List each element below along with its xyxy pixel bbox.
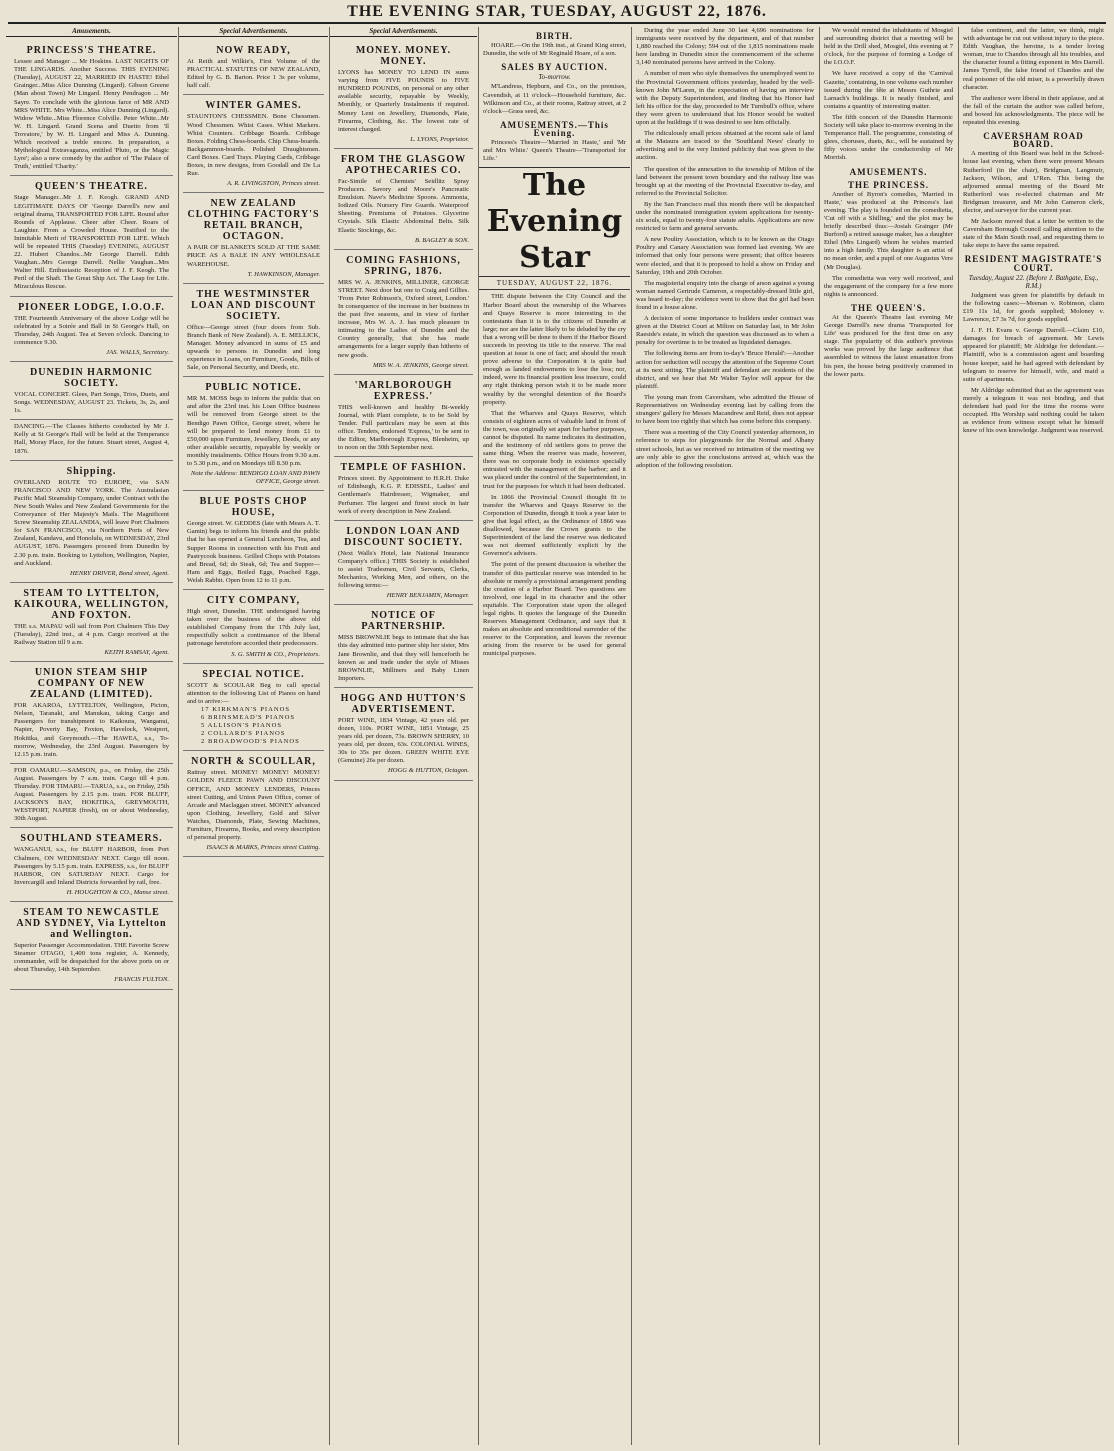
ad-signature: MRS W. A. JENKINS, George street. <box>372 361 469 369</box>
ad-body: MISS BROWNLIE begs to intimate that she has this day admitted into partner ship her sister, Mrs Jane Brownlie, and that they will henceforth be known as and trade under the style of Misses BROWNLIE, Milliners and Baby Linen Importers. <box>338 634 469 682</box>
ad-body: THIS well-known and healthy Bi-weekly Journal, with Plant complete, is to be Sold by Tender. Full particulars may be seen at this office. Tenders, endorsed 'Express,' to be sent to the Editor, Marlborough Express, Blenheim, up to noon on the 30th September next. <box>338 403 469 452</box>
column-heading: Amusements. <box>6 27 177 37</box>
ad-body: (Next Walls's Hotel, late National Insurance Company's office.) THIS Society is established to assist Tradesmen, Civil Servants, Clerks, Mechanics, Working Men, and others, on the following terms:— <box>338 549 469 590</box>
review-paragraph: At the Queen's Theatre last evening Mr George Darrell's new drama 'Transported for Life' was produced for the first time on any stage. The popularity of this author's previous works was proved by the large audience that assembled to witness the latest emanation from his pen, the house being positively crammed in the lower parts. <box>824 314 953 378</box>
amusements-title: AMUSEMENTS.—This Evening. <box>500 119 609 138</box>
ad-signature: L. LYONS, Proprietor. <box>410 135 469 143</box>
advertisement <box>10 764 173 829</box>
ad-body: FOR AKAROA, LYTTELTON, Wellington, Picton, Nelson, Taranaki, and Manukau, taking Cargo and Passengers for transhipment to Kaikoura, Wanganui, Napier, Poverty Bay, Foxton, Havelock, Westport, Hokitika, and Greymouth.—The HAWEA, s.s., To-morrow, Wednesday, the 23rd August. Passengers by 12.15 p.m. train. <box>14 702 169 758</box>
news-paragraph: We have received a copy of the 'Carnival Gazette,' containing, in one volume each number issued during the fête at Messrs Guthrie and Larnach's buildings. It is neatly finished, and contains a quantity of interesting matter. <box>824 70 953 110</box>
ad-signature: S. G. SMITH & CO., Proprietors. <box>231 650 320 658</box>
column-special-ads-2 <box>329 27 477 1445</box>
ad-body: Office—George street (four doors from Sub. Branch Bank of New Zealand). A. E. MELLICK, Manager. Money advanced in sums of £5 and upwards to persons in Dunedin and long experience in Loans, on Furniture, Goods, Bills of Sale, on Personal Security, and Deeds, etc. <box>187 323 320 372</box>
auction-sub: To-morrow. <box>538 73 571 82</box>
ad-title: SOUTHLAND STEAMERS. <box>20 833 163 845</box>
column-heading: Special Advertisements. <box>330 27 477 37</box>
review-paragraph: The comedietta was very well received, and the engagement of the company for a few more nights is announced. <box>824 274 953 298</box>
ad-body: LYONS has MONEY TO LEND IN sums varying from FIVE POUNDS to FIVE HUNDRED POUNDS, on personal or any other available security, repayable by Weekly, Monthly, or Quarterly Instalments if required. Money Lent on Jewellery, Diamonds, Plate, Firearms, Clothing, &c. The lowest rate of interest charged. <box>338 69 469 133</box>
ad-title: BLUE POSTS CHOP HOUSE, <box>199 496 308 519</box>
column-local-news <box>631 27 818 1445</box>
ad-body: Princes street. By Appointment to H.R.H. Duke of Edinburgh, K.G. P. EDISSEL, Ladies' and Gentleman's Hairdresser, Wigmaker, and Perfumer. The largest and finest stock in hair work of every description in New Zealand. <box>338 475 469 515</box>
news-paragraph: There was a meeting of the City Council yesterday afternoon, in reference to steps for playgrounds for the Normal and Albany street schools, but as we received no intimation of the meeting we are only able to give the conclusions arrived at, which was the adoption of the following resolution. <box>636 429 814 469</box>
ad-signature: B. BAGLEY & SON. <box>414 236 469 244</box>
ad-title: STEAM TO LYTTELTON, KAIKOURA, WELLINGTON, AND FOXTON. <box>14 587 169 621</box>
ad-title: NOTICE OF PARTNERSHIP. <box>361 610 446 633</box>
court-paragraph: Mr Aldridge submitted that as the agreement was merely a telegram it was not binding, and that defendant had paid for the time the rooms were occupied. His Worship said nothing could be taken as evidence from witness except what he himself knew of his own knowledge. Judgment was reserved. <box>963 386 1104 435</box>
ad-signature: KEITH RAMSAY, Agent. <box>104 649 169 657</box>
ad-title: NOW READY, <box>216 45 291 57</box>
news-paragraph: The fifth concert of the Dunedin Harmonic Society will take place to-morrow evening in the Temperance Hall. The programme, consisting of glees, choruses, duets, &c., will be sustained by fifty voices under the conductorship of Mr Morrish. <box>824 113 953 162</box>
news-paragraph: By the San Francisco mail this month there will be despatched under the nominated immigration system applications for twenty-six souls, equal to twenty-four statute adults. Applications are now restricted to farm and general servants. <box>636 200 814 233</box>
leader-paragraph: THE dispute between the City Council and the Harbor Board about the ownership of the Wharves and Quays Reserve is more interesting to the contestants than it is to the citizens of Dunedin at large; nor are the latter likely to be deluded by the cry that a wrong will be done to them if the Harbor Board succeeds in proving its title to the reserve. The real question at issue is one of fact; and should the result prove adverse to the Corporation it is quite bad enough as landed endowments to lose the loss; nor, indeed, were its financial position less insecure, could any right thinking person wish it to be made more wealthy by the wrongful detention of the Board's property. <box>483 293 626 406</box>
board-paragraph: A meeting of this Board was held in the School-house last evening, when there were present Messrs Rutherford (in the chair), Bridgman, Langmuir, Jackson, Wilson, and U'Ren. This being the adjourned annual meeting of the Board Mr Rutherford was re-elected chairman and Mr Bridgman treasurer, and Mr John Cameron clerk, elector, and surveyor for the current year. <box>963 150 1104 214</box>
piano-item: 2 BROADWOOD'S PIANOS <box>201 738 300 746</box>
ad-title: PUBLIC NOTICE. <box>205 382 302 394</box>
ad-signature: A. R. LIVINGSTON, Princes street. <box>226 180 320 188</box>
ad-signature: Note the Address: BENDIGO LOAN AND PAWN OFFICE, George street. <box>190 470 320 486</box>
amusements-notice: Princess's Theatre—'Married in Haste,' and 'Mr and Mrs White.' Queen's Theatre—'Transported for Life.' <box>483 139 626 163</box>
column-heading: Special Advertisements. <box>179 27 328 37</box>
advertisement <box>183 193 324 283</box>
ad-title: NORTH & SCOULLAR, <box>191 756 316 768</box>
column-editorial <box>478 27 630 1445</box>
piano-item: 5 ALLISON'S PIANOS <box>201 722 283 730</box>
ad-body: THE s.s. MAPAU will sail from Port Chalmers This Day (Tuesday), 22nd inst., at 4 p.m. Cargo received at the Railway Station till 9 a.m. <box>14 622 169 646</box>
birth-notice: HOARE.—On the 19th inst., at Grand King street, Dunedin, the wife of Mr Reginald Hoare, of a son. <box>483 42 626 58</box>
news-paragraph: During the year ended June 30 last 4,696 nominations for immigrants were received by the department, and of that number 1,880 reached the Colony; 594 out of the 1,815 nominations made here landing in Dunedin since the commencement of the scheme 3,140 nominated persons have arrived in the Colony. <box>636 27 814 67</box>
ad-body: FOR OAMARU.—SAMSON, p.s., on Friday, the 25th August. Passengers by 7 a.m. train. Cargo till 4 p.m. Thursday. FOR TIMARU.—TARUA, s.s., on Friday, 25th August. Passengers by 2.15 p.m. train. FOR BLUFF, JACKSON'S BAY, HOKITIKA, GREYMOUTH, WESTPORT, NAPIER (fresh), on or about Wednesday, 30th August. <box>14 766 169 823</box>
ad-body: At Reith and Wilkie's, First Volume of the PRACTICAL STATUTES OF NEW ZEALAND, Edited by G. B. Barton. Price 1 3s per volume, half calf. <box>187 58 320 90</box>
ad-signature: H. HOUGHTON & CO., Manse street. <box>66 888 169 896</box>
ad-title: 'MARLBOROUGH EXPRESS.' <box>354 379 453 402</box>
advertisement <box>10 902 173 989</box>
ad-title: QUEEN'S THEATRE. <box>35 181 148 193</box>
column-court <box>958 27 1108 1445</box>
princess-title: THE PRINCESS. <box>847 179 930 190</box>
ad-signature: HENRY BENJAMIN, Manager. <box>386 592 469 600</box>
court-sub: Tuesday, August 22. (Before J. Bathgate, Esq., R.M.) <box>968 273 1099 290</box>
news-paragraph: A number of men who style themselves the unemployed went to the Provincial Government offices yesterday, headed by the well-known John M'Laren, in the expectation of having an interview with the Deputy Superintendent, and finding that his Honor had left his office for the day, proceeded to Mr Turnbull's office, where they were given to understand that his Honor would be waited upon at the buildings if it was desired to see him officially. <box>636 70 814 127</box>
review-paragraph: Another of Byron's comedies, 'Married in Haste,' was produced at the Princess's last evening. The play is founded on the comedietta, 'Cut off with a Shilling,' and the plot may be briefly described thus:—Josiah Grainger (Mr Burford) a retired sausage maker, has a daughter Ethel (Mrs Lingard) whom he wishes married into a high family. This daughter is an artist of no mean order, and a pupil of one Augustus Vere (Mr Douglas). <box>824 190 953 271</box>
queens-title: THE QUEEN'S. <box>850 302 927 313</box>
advertisement <box>183 377 324 491</box>
advertisement <box>10 420 173 460</box>
news-paragraph: We would remind the inhabitants of Mosgiel and surrounding district that a meeting will be held in the Drill shed, Mosgiel, this evening at 7 o'clock, for the purpose of forming a Lodge of the I.O.O.F. <box>824 27 953 67</box>
ad-body: WANGANUI, s.s., for BLUFF HARBOR, from Port Chalmers, ON WEDNESDAY NEXT. Cargo till noon. Passengers by 5.15 p.m. train. EXPRESS, s.s., for BLUFF HARBOR, ON SATURDAY NEXT. Cargo for Invercargill and Inland Districts forwarded by rail, free. <box>14 846 169 886</box>
advertisement <box>183 491 324 590</box>
court-paragraph: Judgment was given for plaintiffs by default in the following cases:—Meenan v. Robinson, claim £19 11s 1d, for goods supplied; Moloney v. Lawrence, £7 3s 7d, for goods supplied. <box>963 291 1104 324</box>
ad-body: MR M. MOSS begs to inform the public that on and after the 23rd inst. his Loan Office business will be removed from George street to the Bendigo Pawn Office, George street, where he will be prepared to lend money from £1 to £50,000 upon Furniture, Jewellery, Deeds, or any other available security, repayable by weekly or monthly instalments. Office Hours from 9.30 a.m. to 5.30 p.m., and on Mondays till 8.30 p.m. <box>187 395 320 467</box>
advertisement <box>10 40 173 176</box>
ad-body: SCOTT & SCOULAR Beg to call special attention to the following List of Pianos on hand and to arrive:— <box>187 681 320 705</box>
advertisement <box>183 40 324 95</box>
ad-signature: HENRY DRIVER, Bond street, Agent. <box>70 569 169 577</box>
leader-paragraph: That the Wharves and Quays Reserve, which consists of eighteen acres of valuable land in front of the town, was originally set apart for harbor purposes, cannot be disputed. Its name indicates its destination, and the testimony of old settlers goes to prove the same thing. When the reserve was made, however, there was no corporate body in existence specially entrusted with the management of the harbor; and it was placed under the control of the Superintendent, in trust for the purposes for which it had been dedicated. <box>483 409 626 490</box>
advertisement <box>10 828 173 902</box>
news-paragraph: The question of the annexation to the township of Milton of the land between the present town boundary and the railway line was brought up at the meeting of the Provincial Executive to-day, and referred to the Provincial Solicitor. <box>636 165 814 197</box>
news-paragraph: The young man from Caversham, who admitted the House of Representatives on Wednesday evening last by calling from the strangers' gallery for Messrs Macandrew and Reid, does not appear to have been too rightly that which has come before this company. <box>636 393 814 426</box>
review-paragraph: The audience were liberal in their applause, and at the fall of the curtain the author was called before, and bowed his acknowledgments. The piece will be repeated this evening. <box>963 94 1104 127</box>
ad-signature: FRANCIS FULTON. <box>114 976 169 984</box>
ad-title: DUNEDIN HARMONIC SOCIETY. <box>30 367 153 389</box>
advertisement <box>334 149 473 250</box>
news-paragraph: The following items are from to-day's 'Bruce Herald':—Another action for seduction will occupy the attention of the Supreme Court at its next sitting. The plaintiff and defendant are residents of the district, and we hear that Mr Walter Taylor will appear for the plaintiff. <box>636 350 814 390</box>
news-paragraph: A new Poultry Association, which is to be known as the Otago Poultry and Canary Association was formed last evening. We are informed that only four persons were present; that office bearers were elected, and that it is proposed to hold a show on Friday and Saturday, 19th and 20th October. <box>636 236 814 276</box>
ad-body: MRS W. A. JENKINS, MILLINER, GEORGE STREET. Next door but one to Craig and Gillies. 'From Peter Robinson's, Oxford street, London.' In consequence of the increase in her business in the past five seasons, and in view of further increase, Mrs W. A. J. has much pleasure in intimating to the Ladies of Dunedin and the Country generally, that she has made arrangements for a larger supply than hitherto of new goods. <box>338 278 469 359</box>
court-title: RESIDENT MAGISTRATE'S COURT. <box>964 254 1103 273</box>
ad-body: Stage Manager...Mr J. F. Keogh. GRAND AND LEGITIMATE DAYS OF 'George Darrell's new and original drama, TRANSPORTED FOR LIFE. Round after Rounds of Applause. Cheer after Cheer. Roars of Laughter. From a Crowded House. Testified to the Inimitable Merit of TRANSPORTED FOR LIFE. Which will be repeated THIS (Tuesday) EVENING, AUGUST 22. Hubert Chandos...Mr George Darrell. Edith Vaughan...Mrs George Darrell. Nellie Vaughan...Mrs Walter Hill. Enthusiastic Reception of J. F. Keogh. The Peril of the Shaft. The Great Ship Act. The Leap for Life. Miraculous Rescue. <box>14 194 169 291</box>
advertisement <box>10 583 173 662</box>
ad-body: STAUNTON'S CHESSMEN. Bone Chessmen. Wood Chessmen. Whist Cases. Whist Markers. Whist Counters. Cribbage Boards. Cribbage Boxes. Folding Chess-boards. Chip Chess-boards. Backgammon-boards. Polished Draughtsmen. Card Boxes. Card Trays. Playing Cards, Cribbage Boxes, in new designs, from Goodall and De La Rue. <box>187 113 320 178</box>
ad-body: OVERLAND ROUTE TO EUROPE, via SAN FRANCISCO AND NEW YORK. The Australasian Pacific Mail Steamship Company, under Contract with the New South Wales and New Zealand Governments for the Conveyance of Her Majesty's Mails. The Magnificent Screw Steamship ZEALANDIA, will leave Port Chalmers for SAN FRANCISCO, via Northern Ports of New Zealand, Kandavu, and Honolulu, on WEDNESDAY, 23rd AUGUST, 1876. Passengers proceed from Dunedin by 2.30 p.m. train. Booking to Lyttelton, Wellington, Napier, and Auckland. <box>14 478 169 567</box>
advertisement <box>183 664 324 752</box>
auction-notice: M'Landress, Hepburn, and Co., on the premises, Cavendish, at 11 o'clock—Household furniture, &c. Wilkinson and Co., at their rooms, Rattray street, at 2 o'clock—Grass seed, &c. <box>483 83 626 115</box>
leader-paragraph: In 1866 the Provincial Council thought fit to transfer the Wharves and Quays Reserve to the Corporation of Dunedin, though it took a year later to give that legal effect, as the Ordinance of 1866 was disallowed, because the Crown grants to the Superintendent of the land the reserve was dedicated was not deemed sufficiently explicit by the Governor's advisers. <box>483 493 626 558</box>
news-paragraph: A decision of some importance to builders under contract was given at the District Court at Milton on Saturday last, in Mr John Raeside's estate, in which the question was discussed as to when a penalty for overtime is to be treated as liquidated damages. <box>636 315 814 347</box>
ad-title: SPECIAL NOTICE. <box>202 668 305 680</box>
ad-body: PORT WINE, 1834 Vintage, 42 years old. per dozen, 110s. PORT WINE, 1851 Vintage, 25 years old. per dozen, 73s. BROWN SHERRY, 10 years old, per dozen, 63s. COLONIAL WINES, 30s to 35s per dozen. GREEN WHITE EYE (Genuine) 26s per dozen. <box>338 716 469 765</box>
advertisement <box>334 375 473 458</box>
ad-body: Fac-Simile of Chemists' Seidlitz Spray Producers. Savory and Moore's Pancreatic Emulsion. Nave's Medicine Spoons. Ammonia, Iodized Oils. Nursery Fire Guards. Waterproof Sheeting. Premiums of Potatoes. Glycerine Crystals. Silk Elastic Abdominal Belts. Silk Elastic Stockings, &c. <box>338 177 469 234</box>
ad-title: NEW ZEALAND CLOTHING FACTORY'S RETAIL BRANCH, OCTAGON. <box>187 198 320 243</box>
ad-title: STEAM TO NEWCASTLE AND SYDNEY, Via Lyttelton and Wellington. <box>16 907 167 941</box>
advertisement <box>10 461 173 583</box>
advertisement <box>10 297 173 362</box>
review-paragraph: false continent, and the latter, we think, might with advantage be cut out without injury to the piece. Edith Vaughan, the heroine, is a tender loving woman, true to Chandos through all his troubles, and the character found a fitting exponent in Mrs Darrell. James Tyrrell, the false friend of Chandos and the real poisoner of the old miser, is a powerfully drawn character. <box>963 27 1104 91</box>
ad-title: Shipping. <box>66 465 117 477</box>
ad-title: MONEY. MONEY. MONEY. <box>355 45 452 68</box>
advertisement <box>10 662 173 764</box>
ad-body: Rattray street. MONEY! MONEY! MONEY! GOLDEN FLEECE PAWN AND DISCOUNT OFFICE, AND MONEY LENDERS, Princes street Cutting, and Union Pawn Office, corner of Arcade and Maclaggan street. MONEY advanced upon Clothing, Jewellery, Gold and Silver Watches, Diamonds, Plate, Sewing Machines, Furniture, Firearms, Books, and every description of personal property. <box>187 769 320 842</box>
news-paragraph: The magisterial enquiry into the charge of arson against a young woman named Gertrude Cameron, a respectably-dressed little girl, was heard to-day; the evidence went to show that the girl had been found in a house alone. <box>636 279 814 311</box>
caversham-title: CAVERSHAM ROAD BOARD. <box>983 131 1084 150</box>
advertisement <box>334 605 473 688</box>
nameplate: The Evening Star <box>479 167 630 277</box>
advertisement <box>334 688 473 781</box>
ad-title: THE WESTMINSTER LOAN AND DISCOUNT SOCIETY. <box>191 288 316 322</box>
ad-title: TEMPLE OF FASHION. <box>340 462 467 474</box>
advertisement <box>183 751 324 857</box>
piano-item: 2 COLLARD'S PIANOS <box>201 730 286 738</box>
ad-body: VOCAL CONCERT. Glees, Part Songs, Trios, Duets, and Songs. WEDNESDAY, AUGUST 23. Tickets, 3s, 2s, and 1s. <box>14 391 169 415</box>
ad-title: FROM THE GLASGOW APOTHECARIES CO. <box>340 153 467 176</box>
birth-title: BIRTH. <box>536 31 573 41</box>
piano-item: 17 KIRKMAN'S PIANOS <box>201 705 291 713</box>
ad-body: High street, Dunedin. THE undersigned having taken over the business of the above old established Company from the 17th July last, respectfully solicit a continuance of the liberal patronage heretofore accorded their predecessors. <box>187 608 320 648</box>
advertisement <box>183 590 324 664</box>
advertisement <box>183 95 324 193</box>
masthead: THE EVENING STAR, TUESDAY, AUGUST 22, 1876. <box>8 2 1106 24</box>
advertisement <box>10 176 173 296</box>
dateline: TUESDAY, AUGUST 22, 1876. <box>479 279 630 290</box>
column-special-ads-1 <box>178 27 328 1445</box>
news-paragraph: The ridiculously small prices obtained at the recent sale of land at the Mataura are traced to the 'Southland News' clearly to advertising and to the very limited publicity that was given to the auction. <box>636 130 814 162</box>
amusements-review-title: AMUSEMENTS. <box>849 166 928 177</box>
ad-body: Lessee and Manager ... Mr Hoskins. LAST NIGHTS OF THE LINGARDS. Another Success. THIS EVENING (Tuesday), AUGUST 22, MARRIED IN HASTE! Ethel Grainger...Miss Alice Dunning (Lingard). Gibson Greene (Man about Town) Mr Lingard. Henry Pendragon ... Mr Sayre. To conclude with the glorious farce of MR AND MRS WHITE. Mrs White...Miss Alice Dunning (Lingard). Widow White...Miss Florence Colville. Peter White...Mr W. H. Lingard. Grand Scena and Duetto from 'Il Trovatore,' by W. H. Lingard and Miss A. Dunning. Which received a treble encore. In preparation, a Mythological Extravaganza, entitled 'Pluto, or the Magic Lyre'; also a new comedy by the author of 'The Palace of Truth,' entitled 'Charity.' <box>14 58 169 171</box>
advertisement <box>334 521 473 606</box>
ad-body: A PAIR OF BLANKETS SOLD AT THE SAME PRICE AS A BALE IN ANY WHOLESALE WAREHOUSE. <box>187 244 320 268</box>
ad-body: DANCING.—The Classes hitherto conducted by Mr J. Kelly at St George's Hall will be held at the Temperance Hall, Moray Place, for the future. Stuart street, August 4, 1876. <box>14 423 169 455</box>
piano-list <box>187 706 320 746</box>
advertisement <box>334 457 473 520</box>
ad-body: George street. W. GEDDES (late with Mears A. T. Gamin) begs to inform his friends and the public that he has opened a General Luncheon, Tea, and Supper Rooms in connection with his Fruit and Pastrycook business. Grilled Chops with Potatoes and Bread, 6d; do Steak, 6d; Tea and Supper—Ham and Eggs, Boiled Eggs, Poached Eggs, Welsh Rabbit. Open from 12 to 11 p.m. <box>187 520 320 584</box>
leader-paragraph: The point of the present discussion is whether the transfer of this particular reserve was intended to be absolute or merely a provisional arrangement pending the creation of a Harbor Board. Two questions are involved, one legal in its character and the other equitable. The Corporation state upon the alleged legal rights. It quotes the language of the Dunedin Reserves Management Ordinance, and says that it makes an absolute and unconditional surrender of the reserve to the Corporation, and leaves the revenue arising from the reserve to be used for general municipal purposes. <box>483 561 626 658</box>
advertisement <box>10 362 173 420</box>
ad-signature: JAS. WALLS, Secretary. <box>106 348 169 356</box>
board-paragraph: Mr Jackson moved that a letter be written to the Caversham Borough Council calling attention to the state of the Main South road, and requesting them to take steps to have the same repaired. <box>963 218 1104 250</box>
ad-title: COMING FASHIONS, SPRING, 1876. <box>346 254 461 277</box>
auction-title: SALES BY AUCTION. <box>501 62 608 73</box>
ad-title: PIONEER LODGE, I.O.O.F. <box>18 301 165 313</box>
ad-signature: ISAACS & MARKS, Princes street Cutting. <box>206 844 320 852</box>
advertisement <box>183 284 324 378</box>
ad-title: WINTER GAMES. <box>205 100 302 112</box>
ad-title: CITY COMPANY, <box>206 595 301 607</box>
column-amusements-review <box>819 27 957 1445</box>
column-amusements <box>6 27 177 1445</box>
ad-signature: T. HAWKINSON, Manager. <box>247 270 320 278</box>
ad-title: UNION STEAM SHIP COMPANY OF NEW ZEALAND (LIMITED). <box>29 667 153 701</box>
advertisement <box>334 40 473 149</box>
ad-body: THE Fourteenth Anniversary of the above Lodge will be celebrated by a Soirée and Ball in St George's Hall, on Thursday, 24th August. Tea at Seven o'clock. Dancing to commence 9.30. <box>14 314 169 346</box>
court-paragraph: J. F. H. Evans v. George Darrell.—Claim £10, damages for breach of agreement. Mr Lewis appeared for plaintiff; Mr Aldridge for defendant.—Plaintiff, who is a commission agent and boarding house keeper, said he had agreed with defendant by telegram to reserve for himself, wife, and maid a suite of apartments. <box>963 327 1104 383</box>
ad-body: Superior Passenger Accommodation. THE Favorite Screw Steamer OTAGO, 1,400 tons register, A. Kennedy, commander, will be despatched for the above ports on or about Thursday, 14th September. <box>14 942 169 974</box>
ad-title: HOGG AND HUTTON'S ADVERTISEMENT. <box>340 692 467 715</box>
ad-title: LONDON LOAN AND DISCOUNT SOCIETY. <box>344 525 463 548</box>
advertisement <box>334 250 473 375</box>
ad-signature: HOGG & HUTTON, Octagon. <box>387 767 469 775</box>
piano-item: 6 BRINSMEAD'S PIANOS <box>201 713 296 721</box>
ad-title: PRINCESS'S THEATRE. <box>26 45 157 57</box>
